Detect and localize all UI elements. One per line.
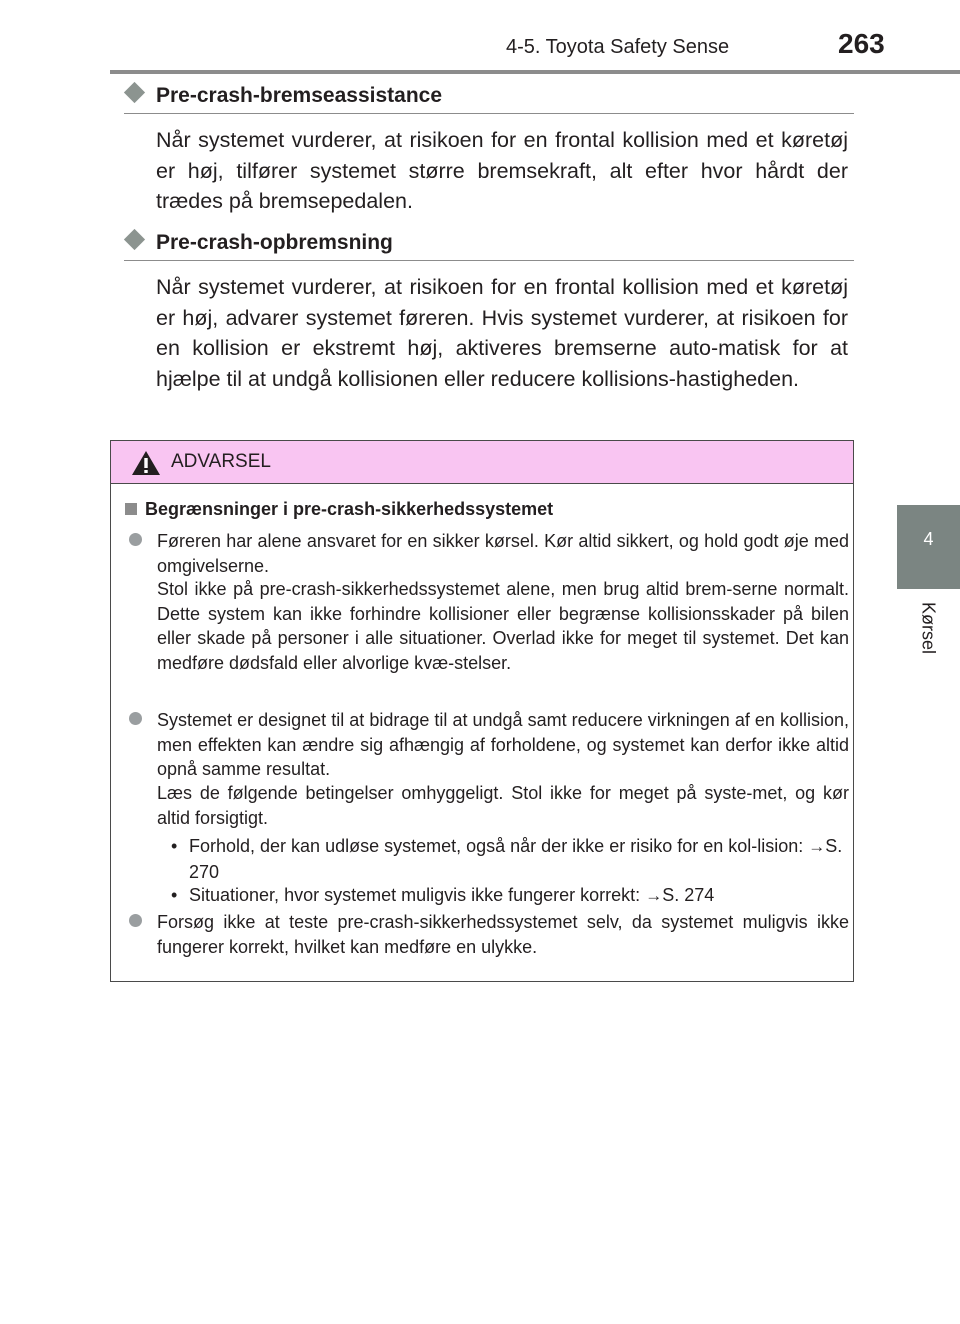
warning-subheading-text: Begrænsninger i pre-crash-sikkerhedssystemet <box>145 499 554 519</box>
warning-triangle-icon <box>131 450 161 476</box>
arrow-right-icon: → <box>645 886 663 905</box>
header-divider <box>110 70 960 74</box>
body-paragraph: Når systemet vurderer, at risikoen for en frontal kollision med et køretøj er høj, advarer systemet føreren. Hvis systemet vurderer, at risikoen for en kollision er ekstremt høj, aktiveres bremserne auto-matisk for at hjælpe til at undgå kollisionen eller reducere kollisions-hastigheden. <box>156 275 848 391</box>
page-number: 263 <box>838 28 885 59</box>
section-rule <box>124 260 854 261</box>
chapter-tab <box>897 505 960 589</box>
sub-bullet-body <box>189 883 849 909</box>
chapter-label: Kørsel <box>918 601 939 655</box>
round-bullet-icon <box>129 712 142 725</box>
arrow-right-icon: → <box>808 837 826 856</box>
page-reference-link[interactable]: S. 274 <box>662 885 715 905</box>
warning-bullet-text: Føreren har alene ansvaret for en sikker kørsel. Kør altid sikkert, og hold godt øje med omgivelserne. <box>157 531 849 576</box>
warning-bullet-text: Systemet er designet til at bidrage til at undgå samt reducere virkningen af en kollision, men effekten kan ændre sig afhængig af forholdene, og systemet kan derfor ikke altid opnå samme resultat. <box>157 710 849 779</box>
section-heading-pre-crash-brake-assist <box>124 84 442 108</box>
page-reference-link[interactable]: S. 270 <box>189 836 843 882</box>
sub-bullet-mark: • <box>171 885 178 905</box>
sub-bullet-text: Forhold, der kan udløse systemet, også når der ikke er risiko for en kol-lision: <box>189 836 804 856</box>
square-bullet-icon <box>125 503 137 515</box>
body-paragraph: Når systemet vurderer, at risikoen for en frontal kollision med et køretøj er høj, tilfører systemet større bremsekraft, alt efter hvor hårdt der trædes på bremsepedalen. <box>156 128 848 213</box>
chapter-number: 4 <box>923 529 934 549</box>
sub-bullet-mark: • <box>171 836 178 856</box>
diamond-bullet-icon <box>124 229 145 250</box>
round-bullet-icon <box>129 533 142 546</box>
header-section-title: 4-5. Toyota Safety Sense <box>506 36 730 58</box>
warning-bullet-text: Forsøg ikke at teste pre-crash-sikkerhedssystemet selv, da systemet muligvis ikke fungerer korrekt, hvilket kan medføre en ulykke. <box>157 912 849 957</box>
warning-bullet-text: Læs de følgende betingelser omhyggeligt. Stol ikke for meget på syste-met, og kør altid forsigtigt. <box>157 783 849 828</box>
warning-bullet-text: Stol ikke på pre-crash-sikkerhedssystemet alene, men brug altid brem-serne normalt. Dette system kan ikke forhindre kollisioner eller begrænse kollisionsskader på bilen eller skade på personer i alle situationer. Overlad ikke for meget til systemet. Det kan medføre dødsfald eller alvorlige kvæ-stelser. <box>157 579 849 673</box>
warning-title: ADVARSEL <box>171 451 271 472</box>
warning-box <box>110 440 854 982</box>
warning-header <box>111 441 853 484</box>
round-bullet-icon <box>129 914 142 927</box>
sub-bullet-text: Situationer, hvor systemet muligvis ikke fungerer korrekt: <box>189 885 641 905</box>
diamond-bullet-icon <box>124 82 145 103</box>
section-rule <box>124 113 854 114</box>
section-heading-pre-crash-braking <box>124 231 393 255</box>
warning-subheading <box>125 499 553 520</box>
section-heading-text: Pre-crash-opbremsning <box>156 231 393 254</box>
sub-bullet-body <box>189 834 849 884</box>
section-heading-text: Pre-crash-bremseassistance <box>156 84 443 107</box>
